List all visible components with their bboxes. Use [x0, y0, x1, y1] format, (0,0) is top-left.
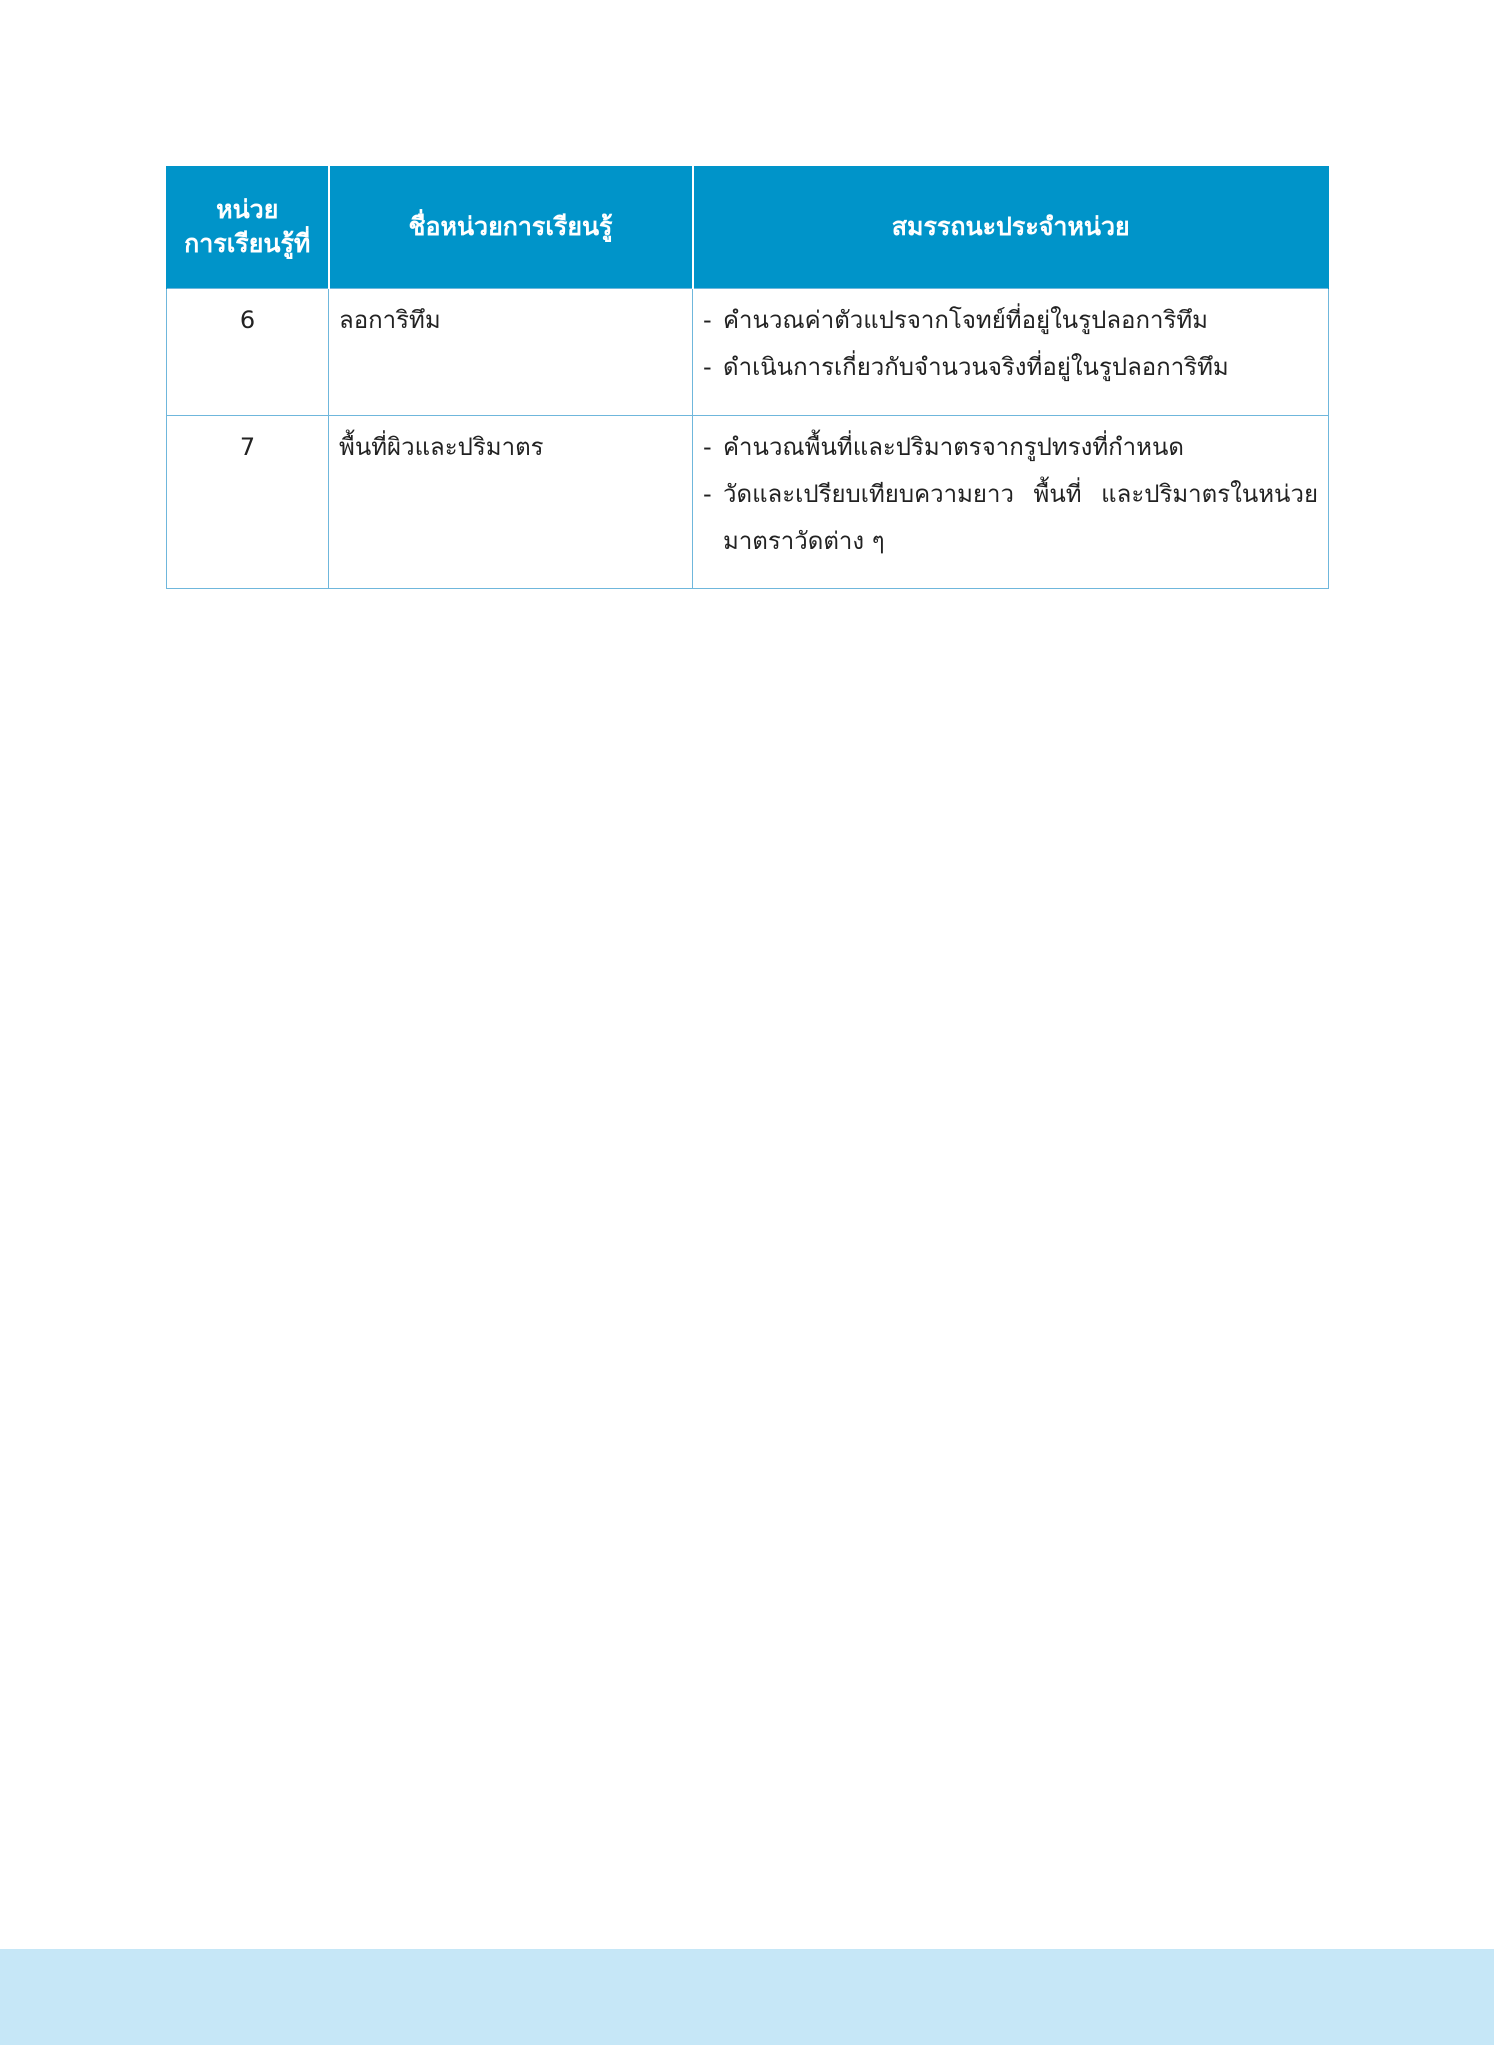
unit-number-cell: 7 [167, 416, 329, 589]
competency-item: - ดำเนินการเกี่ยวกับจำนวนจริงที่อยู่ในรูปลอการิทึม [703, 344, 1318, 391]
table-header-row [167, 166, 1329, 289]
competency-item: - วัดและเปรียบเทียบความยาว พื้นที่ และปริมาตรในหน่วยมาตราวัดต่าง ๆ [703, 471, 1318, 565]
competency-item: - คำนวณพื้นที่และปริมาตรจากรูปทรงที่กำหนด [703, 424, 1318, 471]
competency-cell [693, 416, 1329, 589]
competency-list [703, 297, 1318, 391]
unit-name-cell: ลอการิทึม [329, 289, 693, 416]
unit-number-cell: 6 [167, 289, 329, 416]
competency-list [703, 424, 1318, 565]
header-unit-number-line2: การเรียนรู้ที่ [184, 229, 311, 258]
learning-units-table [166, 166, 1329, 589]
competency-cell [693, 289, 1329, 416]
header-unit-number [167, 166, 329, 289]
table-row [167, 289, 1329, 416]
header-unit-name: ชื่อหน่วยการเรียนรู้ [329, 166, 693, 289]
footer-band [0, 1949, 1494, 2045]
competency-item: - คำนวณค่าตัวแปรจากโจทย์ที่อยู่ในรูปลอการิทึม [703, 297, 1318, 344]
header-competency: สมรรถนะประจำหน่วย [693, 166, 1329, 289]
unit-name-cell: พื้นที่ผิวและปริมาตร [329, 416, 693, 589]
table-row [167, 416, 1329, 589]
header-unit-number-line1: หน่วย [216, 195, 279, 224]
